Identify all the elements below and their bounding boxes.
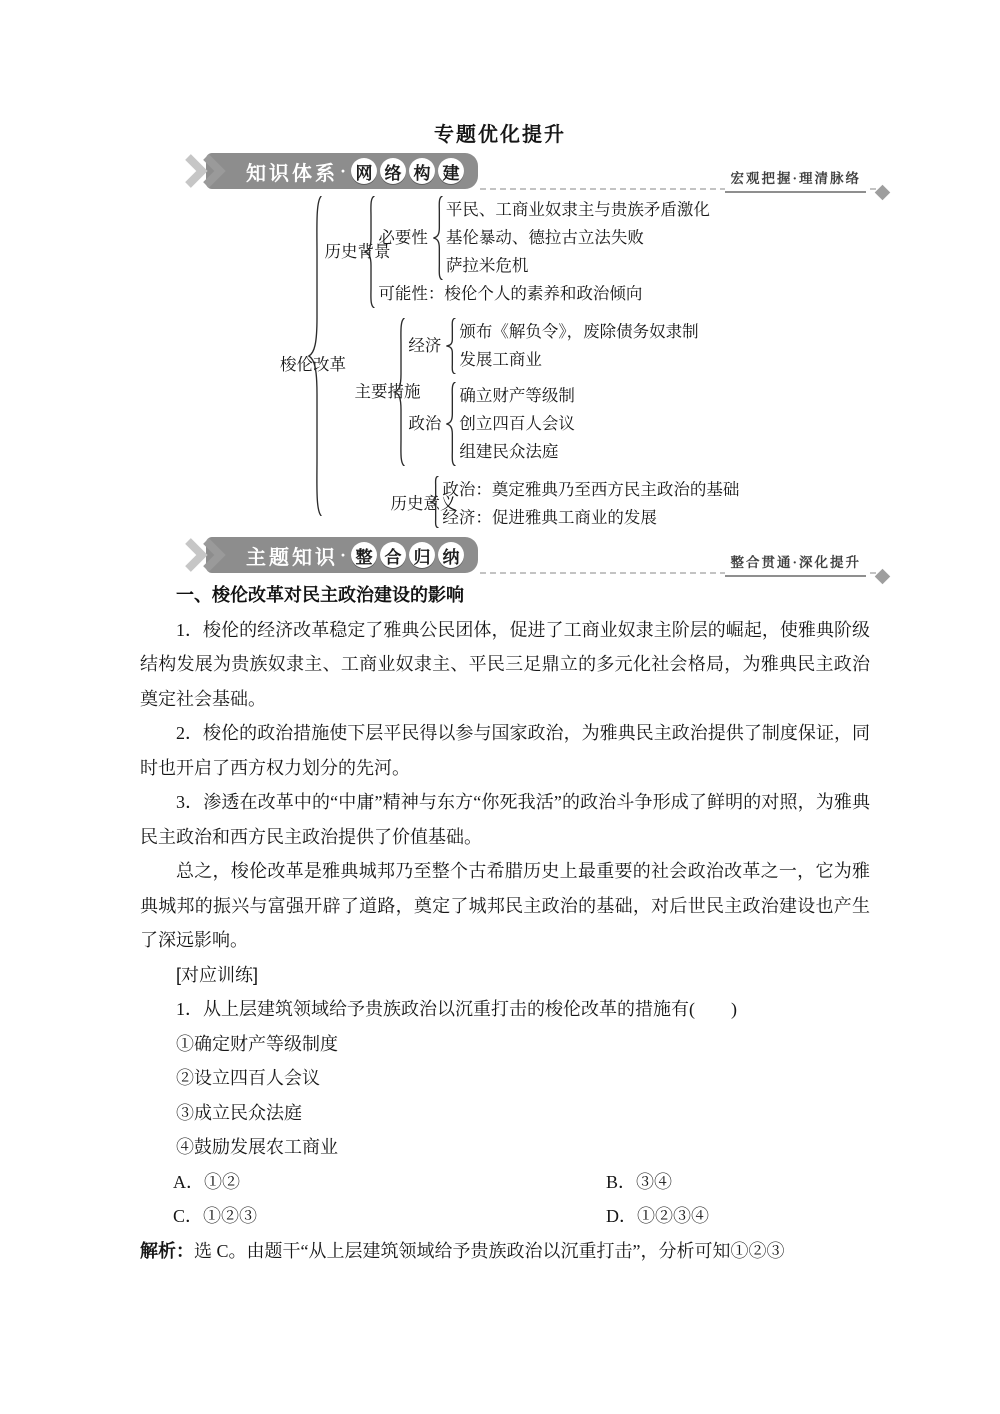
question-option: ④鼓励发展农工商业 [176,1137,338,1157]
choice-row [140,1165,870,1234]
paragraph: 2．梭伦的政治措施使下层平民得以参与国家政治，为雅典民主政治提供了制度保证，同时也开启了西方权力划分的先河。 [140,723,870,778]
banner-knowledge-system [188,152,880,190]
map-item: 平民、工商业奴隶主与贵族矛盾激化 [445,200,710,219]
circle-char: 络 [380,158,406,184]
analysis-text: 选 C。由题干“从上层建筑领域给予贵族政治以沉重打击”，分析可知①②③ [194,1240,785,1261]
chevron-icon [182,154,240,188]
separator-dot: · [340,544,347,565]
banner-box [206,153,478,189]
banner-title: 主题知识 [246,546,338,569]
branch-label: 历史意义 [390,494,457,513]
choice-d: D．①②③④ [606,1206,709,1226]
map-item: 颁布《解负令》，废除债务奴隶制 [459,322,699,341]
paragraph: 总之，梭伦改革是雅典城邦乃至整个古希腊历史上最重要的社会政治改革之一，它为雅典城邦的振兴与富强开辟了道路，奠定了城邦民主政治的基础，对后世民主政治建设也产生了深远影响。 [140,861,870,950]
question-option: ③成立民众法庭 [176,1102,302,1123]
question-stem: 1．从上层建筑领域给予贵族政治以沉重打击的梭伦改革的措施有( ) [176,999,737,1019]
diamond-icon [875,569,891,585]
branch-background [325,196,710,308]
banner-title: 知识体系 [246,162,338,185]
branch-measures [355,318,699,466]
curly-brace-icon [307,196,322,516]
curly-brace-icon [432,196,443,280]
map-item: 萨拉米危机 [445,256,529,275]
diamond-icon [875,185,891,201]
map-item: 经济：促进雅典工商业的发展 [442,508,657,527]
map-item: 创立四百人会议 [459,414,575,433]
chevron-icon [182,538,240,572]
separator-dot: · [340,160,347,181]
branch-label: 历史背景 [324,242,391,261]
training-label: [对应训练] [176,964,259,985]
choice-c: C．①②③ [173,1206,258,1226]
map-item: 组建民众法庭 [459,442,559,461]
banner-subtitle: 整合贯通·深化提升 [725,551,866,577]
sub-label: 政治 [408,414,442,433]
root-label: 梭伦改革 [280,354,346,374]
sub-label: 经济 [408,336,442,355]
map-item: 发展工商业 [459,350,542,369]
paragraph: 3．渗透在改革中的“中庸”精神与东方“你死我活”的政治斗争形成了鲜明的对照，为雅典民主政治和西方民主政治提供了价值基础。 [140,792,870,847]
map-item: 确立财产等级制 [459,386,575,405]
analysis-prefix: 解析： [140,1240,194,1261]
sub-label: 必要性 [378,228,428,247]
banner-theme-knowledge [188,536,880,574]
curly-brace-icon [445,382,456,466]
map-item: 可能性：梭伦个人的素养和政治倾向 [378,284,643,303]
document-body [140,578,870,1268]
circle-char: 合 [380,542,406,568]
banner-subtitle: 宏观把握·理清脉络 [725,167,866,193]
concept-map [280,196,739,532]
paragraph: 1．梭伦的经济改革稳定了雅典公民团体，促进了工商业奴隶主阶层的崛起，使雅典阶级结构发展为贵族奴隶主、工商业奴隶主、平民三足鼎立的多元化社会格局，为雅典民主政治奠定社会基础。 [140,619,870,709]
circle-char: 归 [409,542,435,568]
circle-char: 构 [409,158,435,184]
question-option: ①确定财产等级制度 [176,1033,338,1054]
curly-brace-icon [363,196,375,308]
circle-char: 建 [438,158,464,184]
choice-b: B．③④ [606,1171,673,1192]
choice-a: A．①② [173,1171,240,1192]
question-option: ②设立四百人会议 [176,1068,320,1088]
map-item: 政治：奠定雅典乃至西方民主政治的基础 [442,480,740,499]
circle-char: 纳 [438,542,464,568]
map-item: 基伦暴动、德拉古立法失败 [445,228,644,247]
analysis-line [140,1234,870,1269]
branch-label: 主要措施 [354,382,421,401]
banner-box [206,537,478,573]
circle-char: 整 [351,542,377,568]
section-heading: 一、梭伦改革对民主政治建设的影响 [176,585,464,605]
branch-significance [391,476,740,532]
page-title: 专题优化提升 [434,124,566,146]
curly-brace-icon [445,318,456,374]
curly-brace-icon [393,318,405,466]
circle-char: 网 [351,158,377,184]
curly-brace-icon [429,476,439,528]
